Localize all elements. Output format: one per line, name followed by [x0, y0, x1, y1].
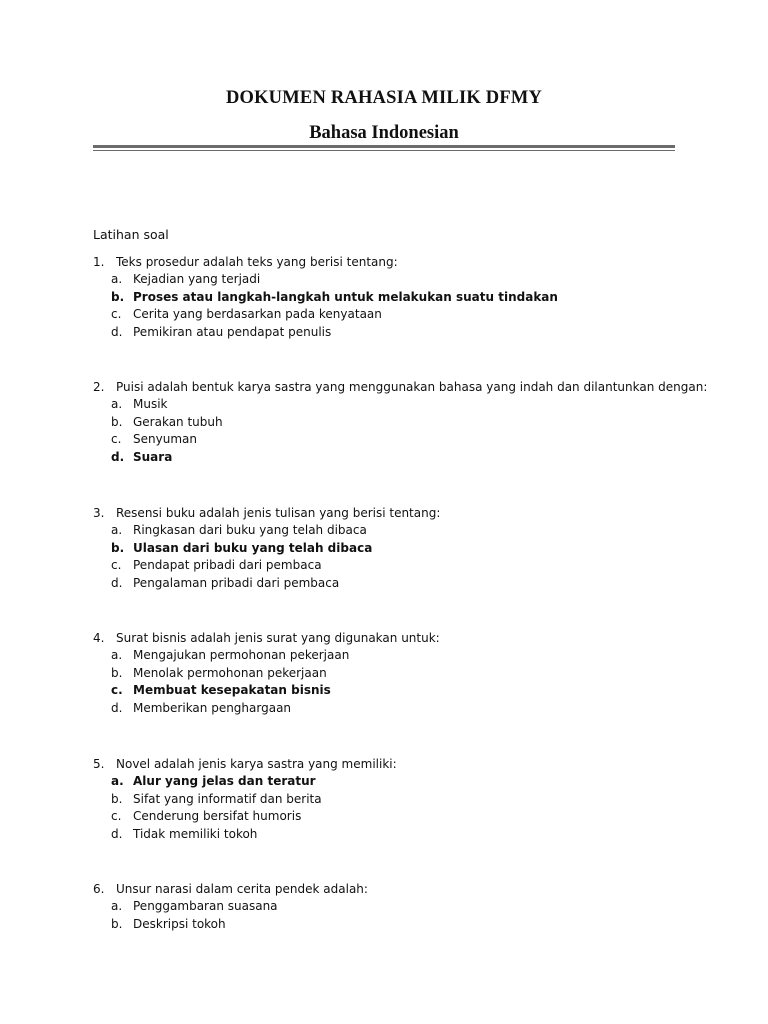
question-line — [93, 629, 693, 647]
option-text: Sifat yang informatif dan berita — [133, 791, 322, 806]
option-text: Ringkasan dari buku yang telah dibaca — [133, 523, 367, 537]
answer-option — [93, 826, 693, 844]
option-letter: b. — [111, 414, 123, 429]
answer-option — [93, 522, 693, 540]
option-letter: b. — [111, 540, 125, 555]
option-text: Kejadian yang terjadi — [133, 272, 261, 286]
question-number: 6. — [93, 882, 105, 896]
answer-option — [93, 396, 693, 414]
option-text: Membuat kesepakatan bisnis — [133, 683, 331, 698]
question-text: Surat bisnis adalah jenis surat yang digunakan untuk: — [116, 631, 440, 645]
header-rule-thin — [93, 150, 675, 151]
question-number: 5. — [93, 757, 105, 771]
question-text: Novel adalah jenis karya sastra yang memiliki: — [116, 757, 397, 771]
answer-option — [93, 540, 693, 558]
question-text: Teks prosedur adalah teks yang berisi tentang: — [116, 255, 398, 269]
question-line — [93, 504, 693, 522]
option-text: Penggambaran suasana — [133, 899, 278, 913]
option-letter: c. — [111, 432, 122, 447]
question-number: 3. — [93, 506, 105, 520]
option-letter: b. — [111, 665, 123, 680]
option-text: Cerita yang berdasarkan pada kenyataan — [133, 307, 382, 322]
option-text: Tidak memiliki tokoh — [133, 826, 258, 841]
question-line — [93, 755, 693, 773]
option-letter: d. — [111, 700, 123, 715]
answer-option — [93, 916, 693, 934]
option-text: Alur yang jelas dan teratur — [133, 774, 316, 788]
section-heading: Latihan soal — [93, 227, 169, 242]
option-text: Pendapat pribadi dari pembaca — [133, 558, 322, 573]
option-letter: c. — [111, 558, 122, 573]
answer-option — [93, 431, 693, 449]
answer-option — [93, 557, 693, 575]
option-text: Deskripsi tokoh — [133, 916, 226, 931]
option-text: Pengalaman pribadi dari pembaca — [133, 575, 340, 590]
answer-option — [93, 898, 693, 916]
question-item — [93, 378, 708, 466]
option-text: Cenderung bersifat humoris — [133, 809, 302, 824]
option-text: Gerakan tubuh — [133, 414, 223, 429]
option-text: Musik — [133, 397, 168, 411]
answer-option — [93, 324, 693, 342]
question-text: Unsur narasi dalam cerita pendek adalah: — [116, 882, 368, 896]
option-letter: a. — [111, 648, 123, 662]
option-text: Mengajukan permohonan pekerjaan — [133, 648, 350, 662]
question-item — [93, 755, 693, 843]
answer-option — [93, 700, 693, 718]
option-letter: b. — [111, 791, 123, 806]
option-text: Pemikiran atau pendapat penulis — [133, 324, 332, 339]
answer-option — [93, 682, 693, 700]
question-item — [93, 629, 693, 717]
option-letter: d. — [111, 449, 125, 464]
answer-option — [93, 773, 693, 791]
option-letter: c. — [111, 683, 123, 698]
option-text: Proses atau langkah-langkah untuk melakukan suatu tindakan — [133, 289, 558, 304]
question-item — [93, 504, 693, 592]
option-letter: c. — [111, 809, 122, 824]
option-letter: a. — [111, 523, 123, 537]
question-line — [93, 378, 708, 396]
question-line — [93, 880, 693, 898]
option-text: Ulasan dari buku yang telah dibaca — [133, 540, 373, 555]
option-text: Suara — [133, 449, 173, 464]
answer-option — [93, 271, 693, 289]
question-line — [93, 253, 693, 271]
answer-option — [93, 414, 693, 432]
question-number: 4. — [93, 631, 105, 645]
question-text: Resensi buku adalah jenis tulisan yang berisi tentang: — [116, 506, 441, 520]
answer-option — [93, 289, 693, 307]
option-letter: a. — [111, 774, 124, 788]
option-letter: a. — [111, 272, 123, 286]
answer-option — [93, 791, 693, 809]
question-text: Puisi adalah bentuk karya sastra yang menggunakan bahasa yang indah dan dilantunkan dengan: — [116, 380, 708, 394]
header-rule-thick — [93, 145, 675, 148]
answer-option — [93, 449, 693, 467]
option-letter: d. — [111, 826, 123, 841]
option-letter: d. — [111, 575, 123, 590]
option-text: Menolak permohonan pekerjaan — [133, 665, 327, 680]
option-text: Senyuman — [133, 432, 197, 447]
question-item — [93, 880, 693, 933]
option-letter: c. — [111, 307, 122, 322]
answer-option — [93, 306, 693, 324]
document-title: DOKUMEN RAHASIA MILIK DFMY — [225, 88, 543, 108]
question-item — [93, 253, 693, 341]
option-letter: b. — [111, 289, 125, 304]
option-letter: d. — [111, 324, 123, 339]
option-letter: b. — [111, 916, 123, 931]
option-letter: a. — [111, 899, 123, 913]
question-number: 2. — [93, 380, 105, 394]
answer-option — [93, 665, 693, 683]
document-subtitle: Bahasa Indonesian — [309, 123, 459, 143]
question-number: 1. — [93, 255, 105, 269]
option-letter: a. — [111, 397, 123, 411]
answer-option — [93, 647, 693, 665]
answer-option — [93, 808, 693, 826]
option-text: Memberikan penghargaan — [133, 700, 292, 715]
answer-option — [93, 575, 693, 593]
